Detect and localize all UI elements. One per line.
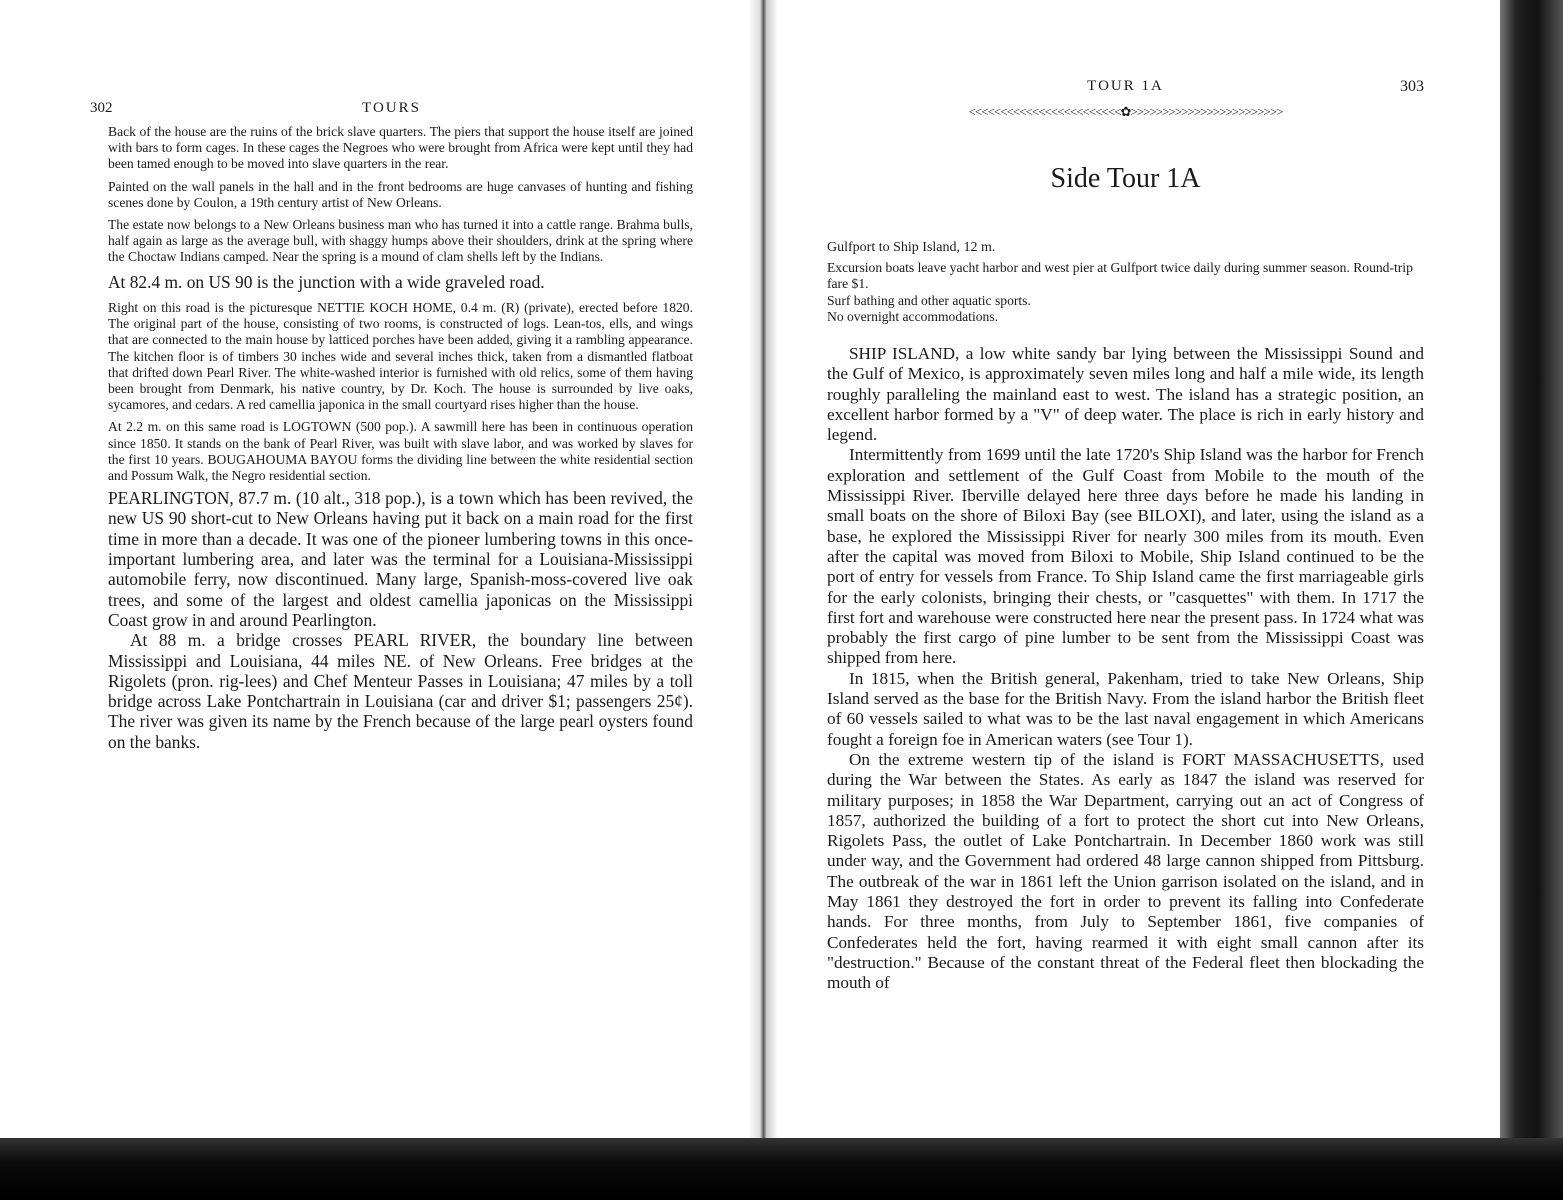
paragraph-wall-panels: Painted on the wall panels in the hall and in the front bedrooms are huge canvases of hunting and fishing scenes done by Coulon, a 19th century artist of New Orleans. — [108, 178, 693, 210]
tour-excursion-info: Excursion boats leave yacht harbor and west pier at Gulfport twice daily during summer season. Round-trip fare $1. — [827, 259, 1413, 291]
tour-info-block — [827, 240, 1424, 326]
paragraph-french-exploration: Intermittently from 1699 until the late 1720's Ship Island was the harbor for French exploration and settlement of the Gulf Coast from Mobile to the mouth of the Mississippi River. Iberville delayed here three days before he made his landing in small boats on the shore of Biloxi Bay (see BILOXI), and later, using the island as a base, he explored the Mississippi River for nearly 300 miles from its mouth. Even after the capital was moved from Biloxi to Mobile, Ship Island continued to be the port of entry for vessels from France. To Ship Island came the first marriageable girls for the early colonists, bringing their chests, or "casquettes" with them. In 1717 the first fort and warehouse were constructed here near the present pass. In 1724 what was probably the first cargo of pine lumber to be sent from the Mississippi Coast was shipped from here. — [827, 445, 1424, 668]
paragraph-pearl-river: At 88 m. a bridge crosses PEARL RIVER, the boundary line between Mississippi and Louisiana, 44 miles NE. of New Orleans. Free bridges at the Rigolets (pron. rig-lees) and Chef Menteur Passes in Louisiana; 47 miles by a toll bridge across Lake Pontchartrain in Louisiana (car and driver $1; passengers 25¢). The river was given its name by the French because of the large pearl oysters found on the banks. — [108, 630, 693, 752]
decorative-ornament-rule: <<<<<<<<<<<<<<<<<<<<<<<<✿>>>>>>>>>>>>>>>>>>>>>>>> — [968, 104, 1283, 119]
paragraph-fort-massachusetts: On the extreme western tip of the island is FORT MASSACHUSETTS, used during the War between the States. As early as 1847 the island was reserved for military purposes; in 1858 the War Department, carrying out an act of Congress of 1857, authorized the building of a fort to protect the short cut into New Orleans, Rigolets Pass, the outlet of Lake Pontchartrain. In December 1860 work was still under way, and the Government had ordered 48 large cannon shipped from Pittsburg. The outbreak of the war in 1861 left the Union garrison isolated on the island, and in May 1861 they destroyed the fort in order to prevent its falling into Confederate hands. For three months, from July to September 1861, five companies of Confederates held the fort, having rearmed it with eight small cannon after its "destruction." Because of the constant threat of the Federal fleet then blockading the mouth of — [827, 749, 1424, 993]
running-head-title-right: TOUR 1A — [1087, 78, 1164, 94]
tour-accommodations: No overnight accommodations. — [827, 309, 999, 324]
paragraph-british-navy: In 1815, when the British general, Pakenham, tried to take New Orleans, Ship Island served as the base for the British Navy. From the island harbor the British fleet of 60 vessels sailed to what was to be the last naval engagement in which Americans fought a foreign foe in American waters (see Tour 1). — [827, 668, 1424, 749]
paragraph-pearlington: PEARLINGTON, 87.7 m. (10 alt., 318 pop.), is a town which has been revived, the new US 90 short-cut to New Orleans having put it back on a main road for the first time in more than a decade. It was one of the pioneer lumbering towns in this once-important lumbering area, and later was the terminal for a Louisiana-Mississippi automobile ferry, now discontinued. Many large, Spanish-moss-covered live oak trees, and some of the largest and oldest camellia japonicas on the Mississippi Coast grow in and around Pearlington. — [108, 488, 693, 630]
left-page-body — [108, 124, 693, 752]
paragraph-slave-quarters: Back of the house are the ruins of the brick slave quarters. The piers that support the house itself are joined with bars to form cages. In these cages the Negroes who were brought from Africa were kept until they had been tamed enough to be moved into slave quarters in the rear. — [108, 124, 693, 172]
paragraph-logtown: At 2.2 m. on this same road is LOGTOWN (500 pop.). A sawmill here has been in continuous operation since 1850. It stands on the bank of Pearl River, was built with slave labor, and was worked by slaves for the first 10 years. BOUGAHOUMA BAYOU forms the dividing line between the white residential section and Possum Walk, the Negro residential section. — [108, 419, 693, 483]
left-page — [0, 0, 760, 1150]
tour-activities: Surf bathing and other aquatic sports. — [827, 292, 1031, 308]
page-number-left: 302 — [90, 100, 113, 116]
paragraph-ship-island: SHIP ISLAND, a low white sandy bar lying between the Mississippi Sound and the Gulf of Mexico, is approximately seven miles long and half a mile wide, its length roughly paralleling the mainland east to west. The island has a strategic position, an excellent harbor formed by a "V" of deep water. The place is rich in early history and legend. — [827, 344, 1424, 445]
right-page-body — [827, 344, 1424, 994]
tour-route: Gulfport to Ship Island, 12 m. — [827, 240, 996, 255]
scan-bottom-shadow — [0, 1138, 1563, 1200]
section-title: Side Tour 1A — [1050, 163, 1201, 194]
paragraph-cattle-range: The estate now belongs to a New Orleans business man who has turned it into a cattle range. Brahma bulls, half again as large as the average bull, with shaggy humps above their shoulders, drink at the spring where the Choctaw Indians camped. Near the spring is a mound of clam shells left by the Indians. — [108, 217, 693, 265]
paragraph-junction: At 82.4 m. on US 90 is the junction with a wide graveled road. — [108, 271, 545, 292]
paragraph-nettie-koch-home: Right on this road is the picturesque NETTIE KOCH HOME, 0.4 m. (R) (private), erected before 1820. The original part of the house, consisting of two rooms, is constructed of logs. Lean-tos, ells, and wings that are connected to the main house by latticed porches have been added, giving it a rambling appearance. The kitchen floor is of timbers 30 inches wide and several inches thick, taken from a dismantled flatboat that drifted down Pearl River. The white-washed interior is furnished with old relics, some of them having been brought from Denmark, his native country, by Dr. Koch. The house is surrounded by live oaks, sycamores, and cedars. A red camellia japonica in the small courtyard rises higher than the house. — [108, 299, 693, 413]
page-number-right: 303 — [1400, 78, 1424, 95]
book-page-edge — [1500, 0, 1563, 1170]
running-head-title-left: TOURS — [362, 100, 421, 116]
